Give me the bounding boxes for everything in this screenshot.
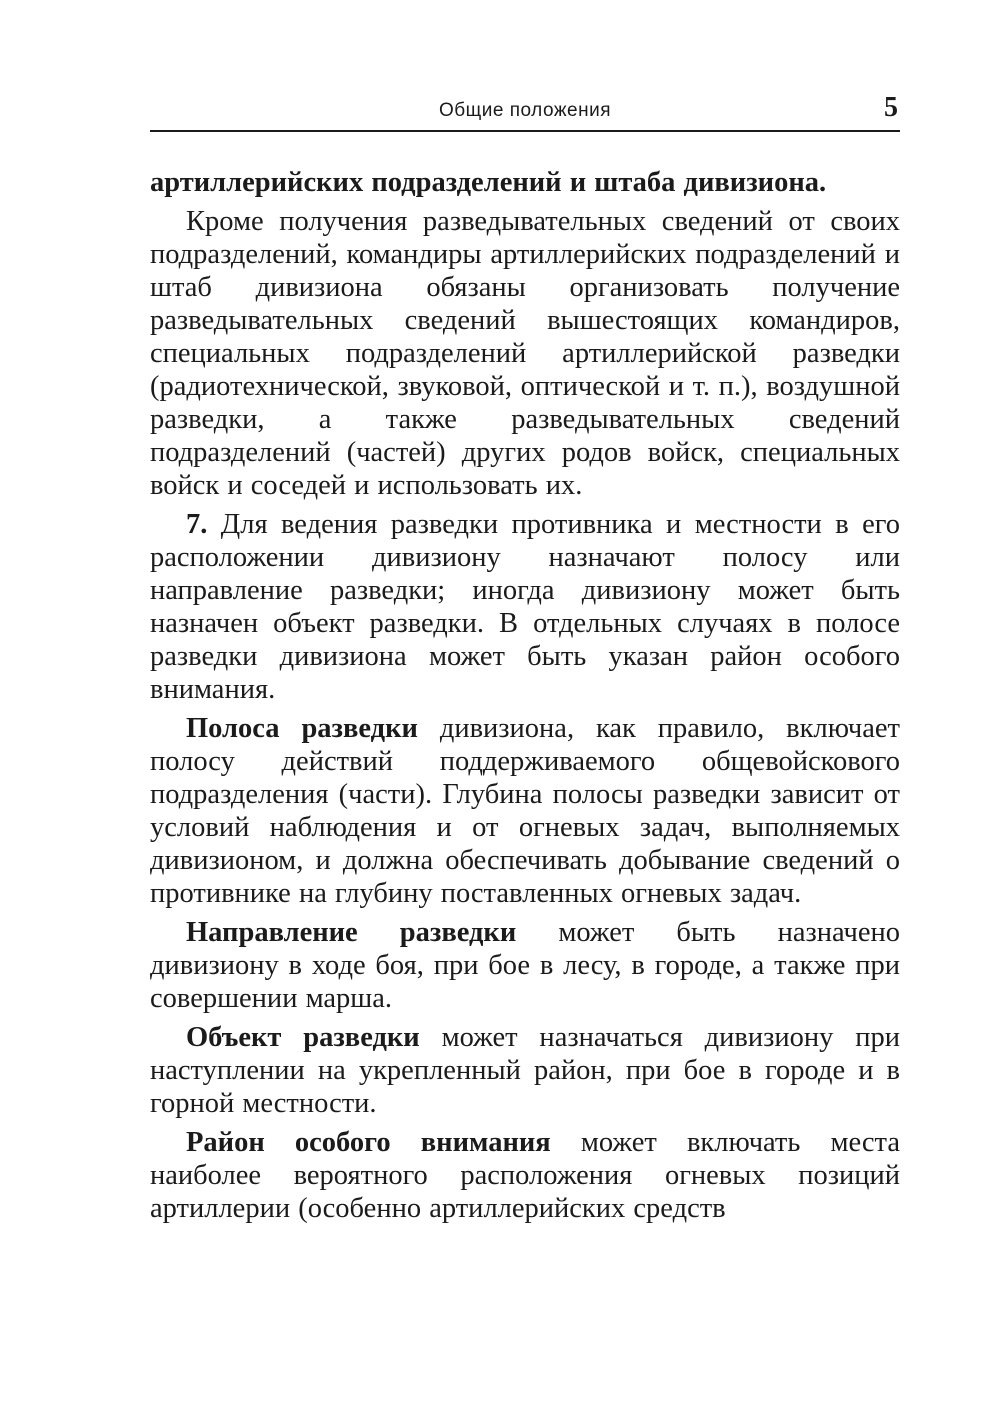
paragraph-reconnaissance-direction <box>150 916 900 1015</box>
paragraph-reconnaissance-object <box>150 1021 900 1120</box>
term-heading: Объект разведки <box>186 1022 420 1053</box>
running-header <box>150 90 900 132</box>
paragraph-reports <box>150 205 900 502</box>
paragraph-item-7 <box>150 508 900 706</box>
paragraph-text: дивизиона, как правило, включает полосу действий поддерживаемого общевойскового подразделения (части). Глубина полосы разведки зависит от условий наблюдения и от огневых задач, выполняемых дивизионом, и должна обеспечивать добывание сведений о противнике на глубину поставленных огневых задач. <box>150 713 900 909</box>
paragraph-text: может быть назначено дивизиону в ходе боя, при бое в лесу, в городе, а также при совершении марша. <box>150 917 900 1014</box>
paragraph-special-attention-area <box>150 1126 900 1225</box>
paragraph-reconnaissance-zone <box>150 712 900 910</box>
body-text <box>150 166 900 1225</box>
term-heading: Направление разведки <box>186 917 517 948</box>
paragraph-text: может назначаться дивизиону при наступлении на укрепленный район, при бое в городе и в горной местности. <box>150 1022 900 1119</box>
term-heading: Полоса разведки <box>186 713 418 744</box>
item-number: 7. <box>186 509 208 540</box>
paragraph-text: Для ведения разведки противника и местности в его расположении дивизиону назначают полосу или направление разведки; иногда дивизиону может быть назначен объект разведки. В отдельных случаях в полосе разведки дивизиона может быть указан район особого внимания. <box>150 509 900 705</box>
paragraph-continuation <box>150 166 900 199</box>
running-title: Общие положения <box>438 100 611 121</box>
paragraph-text: артиллерийских подразделений и штаба дивизиона. <box>150 167 827 198</box>
paragraph-text: может включать места наиболее вероятного расположения огневых позиций артиллерии (особенно артиллерийских средств <box>150 1127 901 1224</box>
term-heading: Район особого внимания <box>186 1127 551 1158</box>
paragraph-text: Кроме получения разведывательных сведений от своих подразделений, командиры артиллерийских подразделений и штаб дивизиона обязаны организовать получение разведывательных сведений вышестоящих командиров, специальных подразделений артиллерийской разведки (радиотехнической, звуковой, оптической и т. п.), воздушной разведки, а также разведывательных сведений подразделений (частей) других родов войск, специальных войск и соседей и использовать их. <box>150 206 900 501</box>
book-page <box>150 90 900 1231</box>
page-number: 5 <box>884 92 898 123</box>
